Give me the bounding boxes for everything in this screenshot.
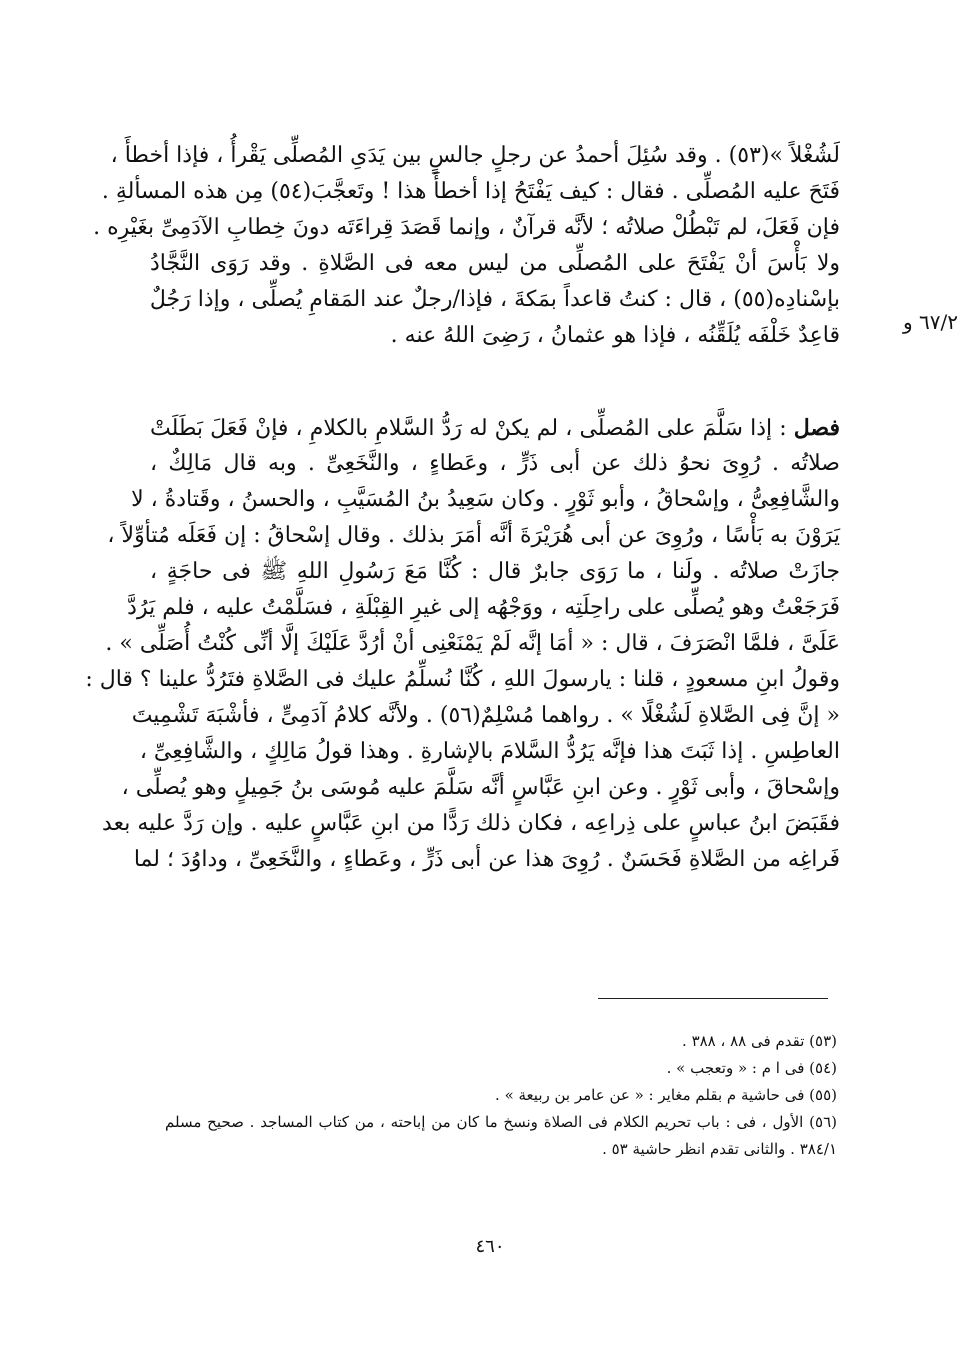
text-line: عَلَىَّ ، فلمَّا انْصَرَفَ ، قال : « أمَا إنَّه لَمْ يَمْنَعْنِى أنْ أرُدَّ عَلَيْكَ إلَّا أنِّى كُنْتُ أُصَلِّى » .	[105, 631, 840, 656]
text-line: وإسْحاقَ ، وأبى ثَوْرٍ . وعن ابنِ عَبَّاسٍ أنَّه سَلَّمَ عليه مُوسَى بنُ جَمِيلٍ وهو يُصلِّى ،	[121, 775, 840, 800]
footnote: (٥٣) تقدم فى ٨٨ ، ٣٨٨ .	[682, 1032, 837, 1050]
footnote: ٣٨٤/١ . والثانى تقدم انظر حاشية ٥٣ .	[602, 1140, 837, 1158]
margin-folio-note: ٦٧/٢ و	[903, 310, 958, 334]
text-line: فَرَجَعْتُ وهو يُصلِّى على راحِلَتِه ، ووَجْهُه إلى غيرِ القِبْلَةِ ، فسَلَّمْتُ عليه ، فلم يَرُدَّ	[127, 595, 840, 620]
text-line-rest: : إذا سَلَّمَ على المُصلِّى ، لم يكنْ له رَدُّ السَّلامِ بالكلامِ ، فإنْ فَعَلَ بَطَلَتْ	[150, 416, 787, 441]
footnote: (٥٤) فى ا م : « وتعجب » .	[666, 1059, 837, 1077]
text-line: جازَتْ صلاتُه . ولَنا ، ما رَوَى جابرٌ قال : كُنَّا مَعَ رَسُولِ اللهِ ﷺ فى حاجَةٍ ،	[150, 559, 840, 584]
footnote: (٥٦) الأول ، فى : باب تحريم الكلام فى الصلاة ونسخ ما كان من إباحته ، من كتاب المساجد . صحيح مسلم	[165, 1113, 837, 1131]
text-line: « إنَّ فِى الصَّلاةِ لَشُغْلًا » . رواهما مُسْلِمٌ(٥٦) . ولأنَّه كلامُ آدَمِىٍّ ، فأشْبَهَ تَشْمِيتَ	[131, 703, 840, 728]
text-line: ولا بَأْسَ أنْ يَفْتَحَ على المُصلِّى من ليس معه فى الصَّلاةِ . وقد رَوَى النَّجَّادُ	[150, 251, 840, 276]
text-line: قاعِدٌ خَلْفَه يُلَقِّنُه ، فإذا هو عثمانُ ، رَضِىَ اللهُ عنه .	[390, 323, 840, 348]
paragraph-1	[93, 138, 840, 354]
text-line-with-heading	[150, 410, 840, 446]
text-line: فقَبَضَ ابنُ عباسٍ على ذِراعِه ، فكان ذلك رَدًّا من ابنِ عَبَّاسٍ عليه . وإن رَدَّ عليه بعد	[102, 811, 840, 836]
text-line: صلاتُه . رُوِىَ نحوُ ذلك عن أبى ذَرٍّ ، وعَطاءٍ ، والنَّخَعِىِّ . وبه قال مَالِكٌ ،	[150, 451, 840, 476]
paragraph-2	[85, 410, 840, 878]
footnotes	[165, 1028, 837, 1163]
footnote-divider	[598, 998, 828, 999]
text-line: فَتَحَ عليه المُصلِّى . فقال : كيف يَفْتَحُ إذا أخطأَ هذا ! وتَعجَّبَ(٥٤) مِن هذه المسألةِ .	[101, 179, 840, 204]
text-line: فَراغِه من الصَّلاةِ فَحَسَنٌ . رُوِىَ هذا عن أبى ذَرٍّ ، وعَطاءٍ ، والنَّخَعِىِّ ، وداوُدَ ؛ لما	[133, 847, 840, 872]
text-line: بإسْنادِه(٥٥) ، قال : كنتُ قاعداً بمَكةَ ، فإذا/رجلٌ عند المَقامِ يُصلِّى ، وإذا رَجُلٌ	[149, 287, 840, 312]
section-heading: فصل	[793, 415, 840, 441]
footnote: (٥٥) فى حاشية م بقلم مغاير : « عن عامر بن ربيعة » .	[495, 1086, 837, 1104]
text-line: فإن فَعَلَ، لم تَبْطُلْ صلاتُه ؛ لأنَّه قرآنٌ ، وإنما قَصَدَ قِراءَتَه دونَ خِطابِ الآدَمِىِّ بغَيْرِه .	[93, 215, 840, 240]
text-line: لَشُغْلاً »(٥٣) . وقد سُئِلَ أحمدُ عن رجلٍ جالسٍ بين يَدَىِ المُصلِّى يَقْرأُ ، فإذا أخطأَ ،	[110, 143, 840, 168]
page-number: ٤٦٠	[475, 1236, 505, 1257]
text-line: والشَّافِعِىُّ ، وإسْحاقُ ، وأبو ثَوْرٍ . وكان سَعِيدُ بنُ المُسَيَّبِ ، والحسنُ ، وقَتادةُ ، لا	[131, 487, 840, 512]
text-line: وقولُ ابنِ مسعودٍ ، قلنا : يارسولَ اللهِ ، كُنَّا نُسلِّمُ عليك فى الصَّلاةِ فتَرُدُّ علينا ؟ قال :	[85, 667, 840, 692]
text-line: العاطِسِ . إذا ثَبَتَ هذا فإنَّه يَرُدُّ السَّلامَ بالإشارةِ . وهذا قولُ مَالِكٍ ، والشَّافِعِىِّ ،	[139, 739, 840, 764]
text-line: يَرَوْنَ به بَأْسًا ، ورُوِىَ عن أبى هُرَيْرَةَ أنَّه أمَرَ بذلك . وقال إسْحاقُ : إن فَعَلَه مُتأوِّلاً ،	[107, 523, 840, 548]
